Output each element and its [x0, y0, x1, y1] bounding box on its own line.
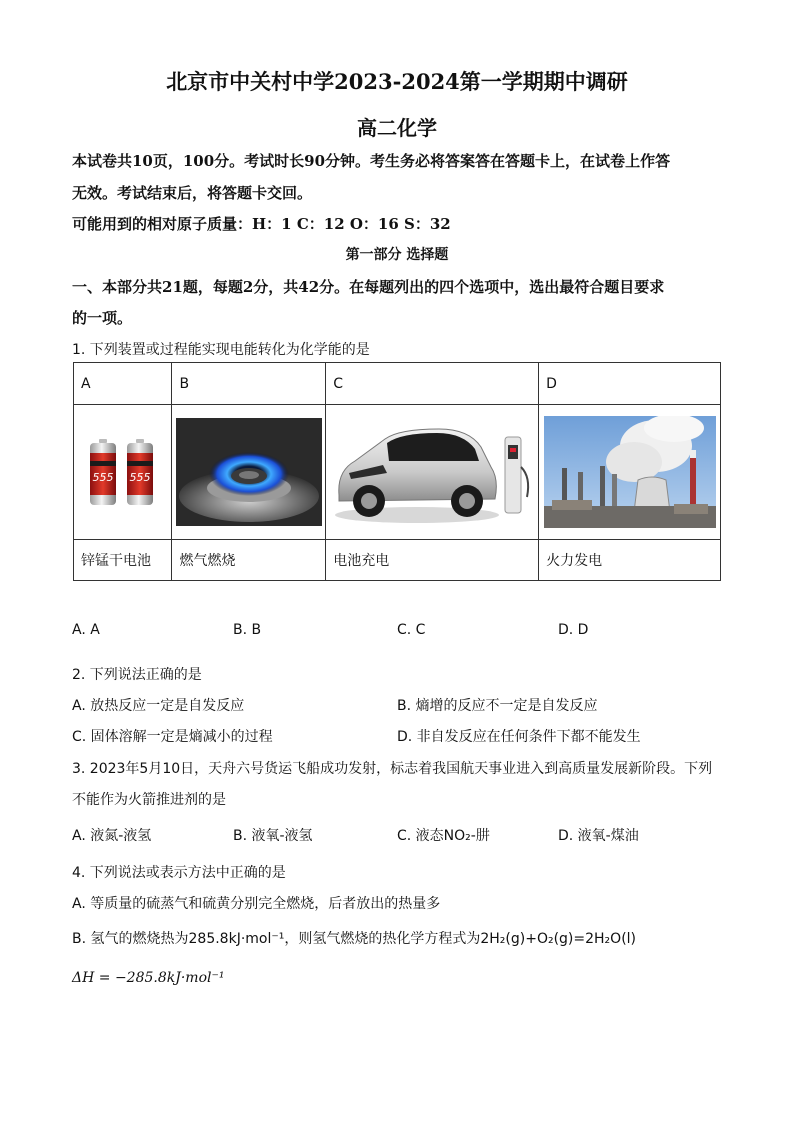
exam-subject: 高二化学: [357, 116, 437, 140]
q2-option-a[interactable]: A. 放热反应一定是自发反应: [72, 698, 245, 714]
q1-option-b[interactable]: B. B: [233, 622, 262, 638]
battery-image: [87, 437, 159, 507]
q1-option-c[interactable]: C. C: [397, 622, 426, 638]
q3-option-b[interactable]: B. 液氧-液氢: [233, 828, 313, 844]
q3-stem-2: 不能作为火箭推进剂的是: [72, 792, 226, 808]
q4-option-b[interactable]: B. 氢气的燃烧热为285.8kJ·mol⁻¹，则氢气燃烧的热化学方程式为2H₂(g)+O₂(g)=2H₂O(l): [72, 931, 637, 947]
exam-title: 北京市中关村中学2023-2024第一学期期中调研: [166, 69, 628, 94]
q3-option-d[interactable]: D. 液氧-煤油: [558, 828, 639, 844]
q1-option-a[interactable]: A. A: [72, 622, 100, 638]
q1-col-letter-a: A: [74, 363, 172, 405]
q1-col-letter-b: B: [172, 363, 326, 405]
q1-col-letter-c: C: [326, 363, 539, 405]
q1-cell-image-d: [539, 405, 721, 540]
q4-option-b-equation: ΔH = −285.8kJ·mol⁻¹: [72, 970, 225, 986]
q3-option-a[interactable]: A. 液氮-液氢: [72, 828, 152, 844]
q3-option-c[interactable]: C. 液态NO₂-肼: [397, 828, 490, 844]
part1-intro-1: 一、本部分共21题，每题2分，共42分。在每题列出的四个选项中，选出最符合题目要求: [72, 278, 665, 296]
power-plant-image: [544, 416, 716, 528]
instructions-line-2: 无效。考试结束后，将答题卡交回。: [72, 184, 313, 202]
instructions-line-1: 本试卷共10页，100分。考试时长90分钟。考生务必将答案答在答题卡上，在试卷上作答: [72, 152, 671, 170]
q2-stem: 2. 下列说法正确的是: [72, 667, 202, 683]
q1-col-label-b: 燃气燃烧: [172, 540, 326, 581]
svg-text:555: 555: [129, 471, 151, 484]
q3-stem-1: 3. 2023年5月10日，天舟六号货运飞船成功发射，标志着我国航天事业进入到高质量发展新阶段。下列: [72, 761, 713, 777]
q1-col-label-d: 火力发电: [539, 540, 721, 581]
q2-option-b[interactable]: B. 熵增的反应不一定是自发反应: [397, 698, 598, 714]
svg-text:555: 555: [92, 471, 114, 484]
atomic-mass-line: 可能用到的相对原子质量：H：1 C：12 O：16 S：32: [72, 215, 451, 233]
q1-cell-image-a: [74, 405, 172, 540]
q1-cell-image-b: [172, 405, 326, 540]
q1-col-label-c: 电池充电: [326, 540, 539, 581]
q1-table: [73, 362, 721, 581]
q1-option-d[interactable]: D. D: [558, 622, 589, 638]
q2-option-d[interactable]: D. 非自发反应在任何条件下都不能发生: [397, 729, 641, 745]
gas-flame-image: [176, 418, 322, 526]
q1-col-label-a: 锌锰干电池: [74, 540, 172, 581]
q1-cell-image-c: [326, 405, 539, 540]
q4-option-a[interactable]: A. 等质量的硫蒸气和硫黄分别完全燃烧，后者放出的热量多: [72, 896, 441, 912]
part1-intro-2: 的一项。: [72, 309, 133, 327]
q1-stem: 1. 下列装置或过程能实现电能转化为化学能的是: [72, 342, 370, 358]
part1-heading: 第一部分 选择题: [345, 247, 449, 263]
q4-stem: 4. 下列说法或表示方法中正确的是: [72, 865, 286, 881]
q1-col-letter-d: D: [539, 363, 721, 405]
ev-charging-image: [329, 417, 535, 527]
q2-option-c[interactable]: C. 固体溶解一定是熵减小的过程: [72, 729, 273, 745]
